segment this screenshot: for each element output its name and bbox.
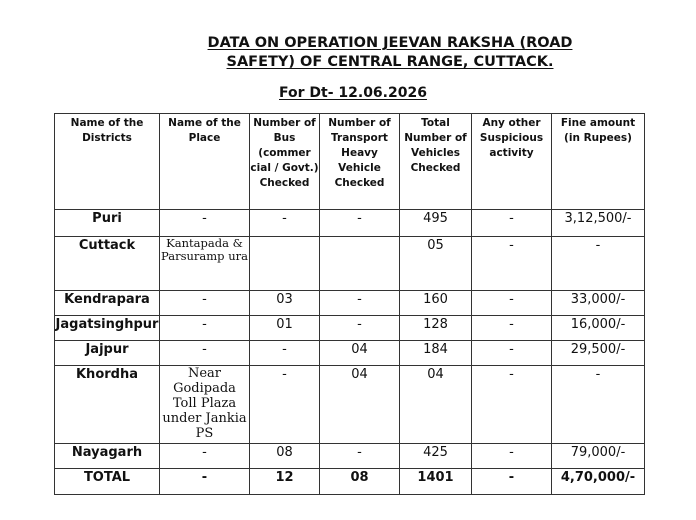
cell-total: 184	[400, 341, 472, 366]
total-fine: 4,70,000/-	[552, 469, 645, 495]
cell-transport: 04	[320, 341, 400, 366]
cell-suspicious: -	[472, 341, 552, 366]
cell-fine: -	[552, 237, 645, 291]
total-transport: 08	[320, 469, 400, 495]
table-row	[55, 341, 645, 366]
cell-fine: 16,000/-	[552, 316, 645, 341]
cell-district: Jagatsinghpur	[55, 316, 160, 341]
cell-fine: 29,500/-	[552, 341, 645, 366]
cell-district: Khordha	[55, 366, 160, 444]
cell-district: Cuttack	[55, 237, 160, 291]
total-row	[55, 469, 645, 495]
cell-total: 160	[400, 291, 472, 316]
cell-bus: 01	[250, 316, 320, 341]
cell-bus: 03	[250, 291, 320, 316]
report-date: For Dt- 12.06.2026	[279, 85, 427, 101]
cell-district: Jajpur	[55, 341, 160, 366]
total-label: TOTAL	[55, 469, 160, 495]
cell-total: 128	[400, 316, 472, 341]
cell-place: -	[160, 341, 250, 366]
title-line-2: SAFETY) OF CENTRAL RANGE, CUTTACK.	[226, 54, 554, 70]
header-suspicious: Any other Suspicious activity	[472, 114, 552, 210]
header-bus: Number of Bus (commer cial / Govt.) Checked	[250, 114, 320, 210]
cell-place: -	[160, 291, 250, 316]
cell-bus: -	[250, 341, 320, 366]
header-transport: Number of Transport Heavy Vehicle Checked	[320, 114, 400, 210]
cell-place: Near Godipada Toll Plaza under Jankia PS	[160, 366, 250, 444]
cell-place: -	[160, 444, 250, 469]
cell-place: Kantapada & Parsuramp ura	[160, 237, 250, 291]
total-place: -	[160, 469, 250, 495]
cell-bus: 08	[250, 444, 320, 469]
cell-total: 04	[400, 366, 472, 444]
cell-transport: 04	[320, 366, 400, 444]
cell-fine: 79,000/-	[552, 444, 645, 469]
cell-bus: -	[250, 366, 320, 444]
cell-transport: -	[320, 291, 400, 316]
cell-suspicious: -	[472, 366, 552, 444]
cell-suspicious: -	[472, 316, 552, 341]
cell-bus: -	[250, 210, 320, 237]
cell-transport: -	[320, 444, 400, 469]
table-row	[55, 366, 645, 444]
cell-district: Kendrapara	[55, 291, 160, 316]
table-row	[55, 291, 645, 316]
cell-transport: -	[320, 316, 400, 341]
cell-suspicious: -	[472, 210, 552, 237]
cell-suspicious: -	[472, 444, 552, 469]
header-fine: Fine amount (in Rupees)	[552, 114, 645, 210]
cell-total: 495	[400, 210, 472, 237]
table-row	[55, 444, 645, 469]
table-row	[55, 316, 645, 341]
cell-suspicious: -	[472, 237, 552, 291]
cell-place: -	[160, 316, 250, 341]
cell-place: -	[160, 210, 250, 237]
cell-total: 425	[400, 444, 472, 469]
header-total: Total Number of Vehicles Checked	[400, 114, 472, 210]
cell-transport	[320, 237, 400, 291]
cell-fine: -	[552, 366, 645, 444]
total-vehicles: 1401	[400, 469, 472, 495]
cell-district: Puri	[55, 210, 160, 237]
cell-suspicious: -	[472, 291, 552, 316]
document-title	[120, 34, 660, 72]
cell-fine: 3,12,500/-	[552, 210, 645, 237]
total-bus: 12	[250, 469, 320, 495]
header-row	[55, 114, 645, 210]
cell-bus	[250, 237, 320, 291]
cell-total: 05	[400, 237, 472, 291]
data-table	[54, 113, 645, 495]
title-line-1: DATA ON OPERATION JEEVAN RAKSHA (ROAD	[207, 35, 573, 51]
cell-fine: 33,000/-	[552, 291, 645, 316]
total-suspicious: -	[472, 469, 552, 495]
table-row	[55, 210, 645, 237]
header-district: Name of the Districts	[55, 114, 160, 210]
header-place: Name of the Place	[160, 114, 250, 210]
cell-transport: -	[320, 210, 400, 237]
cell-district: Nayagarh	[55, 444, 160, 469]
table-row	[55, 237, 645, 291]
